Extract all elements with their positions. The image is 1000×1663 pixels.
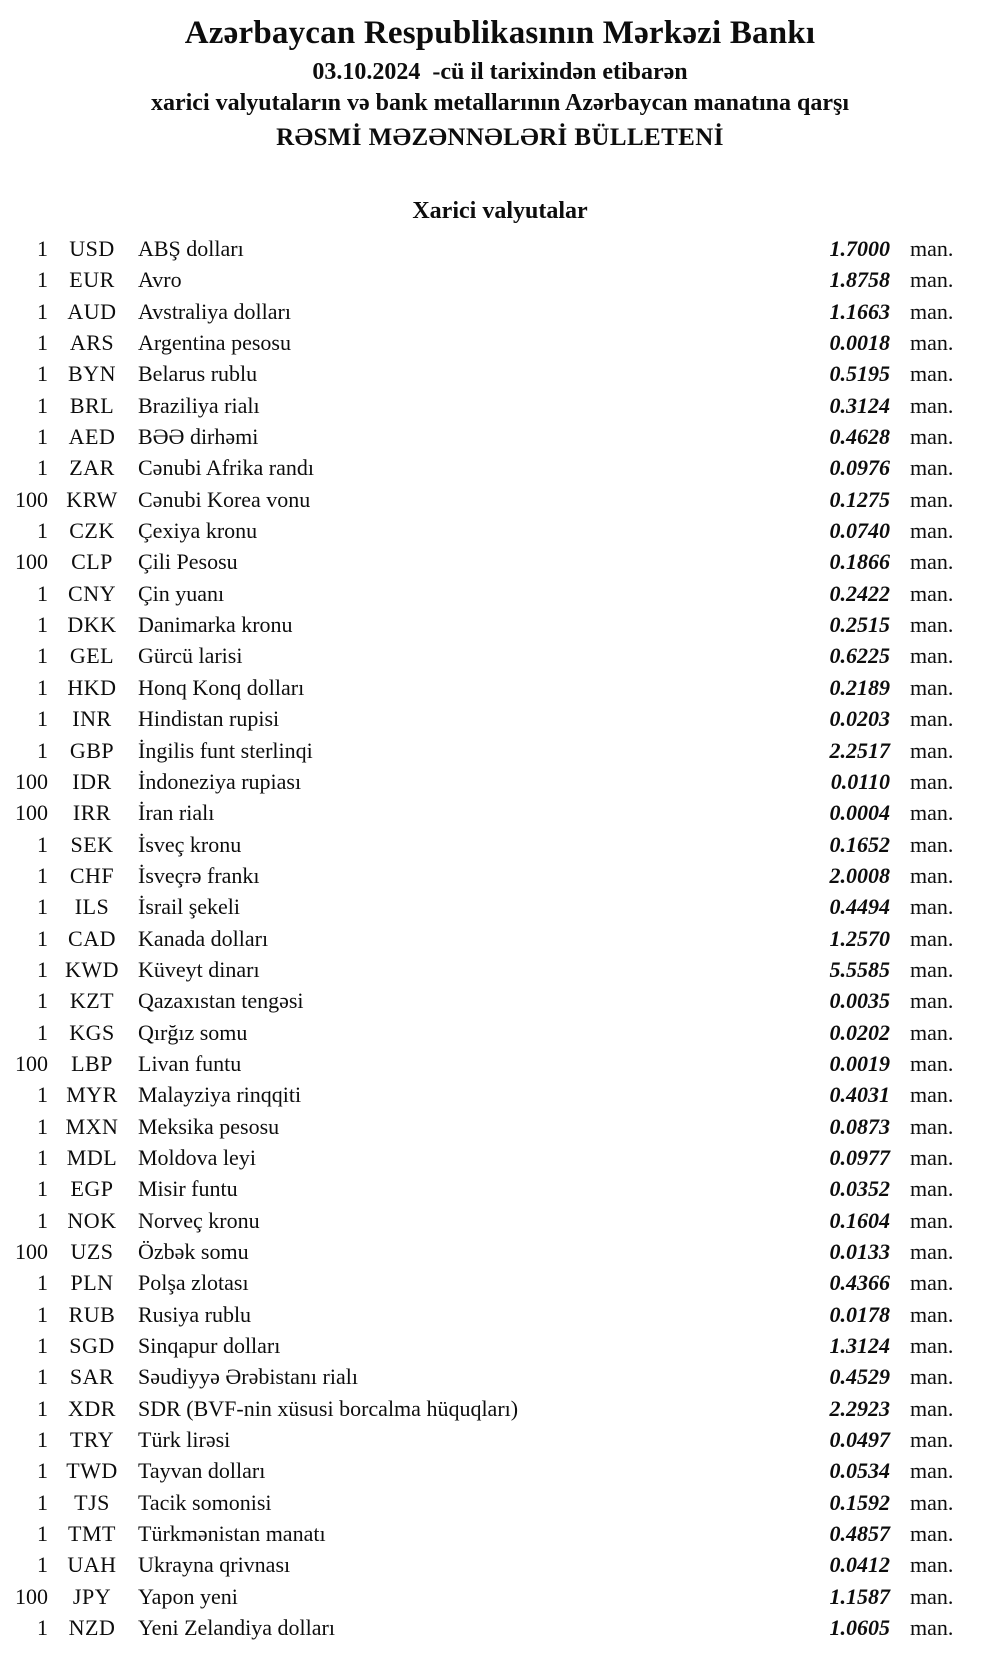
currency-name: Norveç kronu <box>138 1207 260 1233</box>
currency-unit: man. <box>910 1176 954 1202</box>
currency-code: CHF <box>69 862 115 888</box>
currency-quantity: 1 <box>37 706 48 732</box>
currency-quantity: 100 <box>15 486 48 512</box>
currency-name: Özbək somu <box>138 1239 249 1264</box>
currency-name: Livan funtu <box>138 1050 242 1076</box>
currency-name: SDR (BVF-nin xüsusi borcalma hüquqları) <box>138 1395 519 1421</box>
table-row <box>0 1549 1000 1580</box>
currency-name: Qırğız somu <box>138 1019 248 1045</box>
currency-rate: 0.0873 <box>829 1113 890 1139</box>
currency-quantity: 1 <box>37 894 48 920</box>
currency-unit: man. <box>910 424 954 450</box>
currency-unit: man. <box>910 236 954 261</box>
currency-quantity: 1 <box>37 1144 48 1170</box>
currency-quantity: 1 <box>37 612 48 638</box>
currency-rate: 0.1275 <box>829 486 890 512</box>
currency-name: Çexiya kronu <box>138 518 258 544</box>
currency-unit: man. <box>910 643 954 669</box>
table-row <box>0 1017 1000 1048</box>
currency-name: BƏƏ dirhəmi <box>138 424 259 450</box>
currency-code: BRL <box>69 392 115 418</box>
currency-name: Səudiyyə Ərəbistanı rialı <box>138 1364 358 1390</box>
currency-rate: 0.0534 <box>829 1458 890 1484</box>
currency-unit: man. <box>910 1427 954 1453</box>
currency-quantity: 1 <box>37 1552 48 1578</box>
table-row <box>0 766 1000 797</box>
currency-rate: 0.4628 <box>829 424 890 450</box>
currency-rate: 5.5585 <box>829 956 890 982</box>
currency-unit: man. <box>910 925 954 951</box>
currency-rate: 1.1587 <box>829 1583 890 1609</box>
currency-quantity: 1 <box>37 1521 48 1547</box>
currency-quantity: 1 <box>37 988 48 1014</box>
currency-code: TWD <box>66 1458 118 1484</box>
bulletin-subtitle-line2: RƏSMİ MƏZƏNNƏLƏRİ BÜLLETENİ <box>276 124 724 151</box>
currency-unit: man. <box>910 549 954 575</box>
currency-code: MXN <box>65 1113 119 1139</box>
bulletin-subtitle-line1: xarici valyutaların və bank metallarının Azərbaycan manatına qarşı <box>150 90 849 116</box>
currency-rate: 0.3124 <box>829 392 890 418</box>
currency-unit: man. <box>910 1207 954 1233</box>
currency-quantity: 100 <box>15 800 48 826</box>
currency-unit: man. <box>910 831 954 857</box>
currency-name: Qazaxıstan tengəsi <box>138 988 304 1014</box>
currency-rate: 2.0008 <box>829 862 890 888</box>
currency-quantity: 1 <box>37 1458 48 1484</box>
currency-unit: man. <box>910 988 954 1014</box>
currency-unit: man. <box>910 1552 954 1578</box>
table-row <box>0 1205 1000 1236</box>
table-row <box>0 640 1000 671</box>
currency-rate: 0.2189 <box>829 674 890 700</box>
currency-unit: man. <box>910 1395 954 1421</box>
currency-unit: man. <box>910 1521 954 1547</box>
currency-rate: 0.0004 <box>829 800 890 826</box>
currency-rate: 0.0018 <box>829 330 890 356</box>
currency-code: EUR <box>69 267 115 293</box>
currency-rate: 0.0019 <box>829 1050 890 1076</box>
table-row <box>0 860 1000 891</box>
currency-code: IDR <box>72 768 112 794</box>
currency-quantity: 1 <box>37 643 48 669</box>
currency-code: ILS <box>74 894 110 920</box>
currency-unit: man. <box>910 894 954 920</box>
bank-title: Azərbaycan Respublikasının Mərkəzi Bankı <box>184 15 816 51</box>
currency-rate: 0.0178 <box>829 1301 890 1327</box>
currency-name: ABŞ dolları <box>138 236 244 261</box>
currency-name: Türkmənistan manatı <box>138 1521 326 1547</box>
currency-rate: 0.1866 <box>829 549 890 575</box>
currency-quantity: 1 <box>37 1489 48 1515</box>
currency-code: CZK <box>69 518 115 544</box>
currency-quantity: 1 <box>37 1301 48 1327</box>
currency-name: Misir funtu <box>138 1176 238 1202</box>
table-row <box>0 609 1000 640</box>
currency-unit: man. <box>910 361 954 387</box>
currency-unit: man. <box>910 1144 954 1170</box>
currency-unit: man. <box>910 1270 954 1296</box>
currency-code: KZT <box>69 988 115 1014</box>
currency-unit: man. <box>910 706 954 732</box>
currency-rate: 0.0202 <box>829 1019 890 1045</box>
currency-unit: man. <box>910 1615 954 1641</box>
table-row <box>0 1048 1000 1079</box>
currency-name: Braziliya rialı <box>138 392 260 418</box>
table-row <box>0 578 1000 609</box>
currency-quantity: 1 <box>37 1019 48 1045</box>
currency-name: Hindistan rupisi <box>138 706 280 732</box>
currency-name: Belarus rublu <box>138 361 258 387</box>
currency-name: Avstraliya dolları <box>138 298 291 324</box>
section-title-foreign-currencies: Xarici valyutalar <box>412 198 588 224</box>
currency-rate: 1.3124 <box>829 1333 890 1359</box>
currency-name: Küveyt dinarı <box>138 956 260 982</box>
currency-rate: 0.2422 <box>829 580 890 606</box>
currency-code: ARS <box>69 330 115 356</box>
currency-code: SAR <box>69 1364 115 1390</box>
currency-unit: man. <box>910 486 954 512</box>
currency-quantity: 1 <box>37 862 48 888</box>
currency-code: CLP <box>71 549 113 575</box>
currency-quantity: 100 <box>15 549 48 575</box>
currency-code: GEL <box>69 643 115 669</box>
currency-code: MDL <box>66 1144 118 1170</box>
currency-name: İsveç kronu <box>138 831 242 857</box>
currency-unit: man. <box>910 330 954 356</box>
currency-unit: man. <box>910 1333 954 1359</box>
table-row <box>0 829 1000 860</box>
currency-unit: man. <box>910 1301 954 1327</box>
currency-code: INR <box>72 706 112 732</box>
currency-code: AUD <box>67 298 117 324</box>
currency-code: TRY <box>69 1427 115 1453</box>
currency-name: Sinqapur dolları <box>138 1333 281 1359</box>
table-row <box>0 923 1000 954</box>
currency-rate: 0.4529 <box>829 1364 890 1390</box>
table-row <box>0 1424 1000 1455</box>
table-row <box>0 1581 1000 1612</box>
currency-unit: man. <box>910 1364 954 1390</box>
table-row <box>0 1487 1000 1518</box>
table-row <box>0 327 1000 358</box>
currency-code: TMT <box>68 1521 116 1547</box>
currency-name: Meksika pesosu <box>138 1113 280 1139</box>
currency-name: Polşa zlotası <box>138 1270 249 1296</box>
table-row <box>0 296 1000 327</box>
currency-unit: man. <box>910 298 954 324</box>
currency-code: SEK <box>70 831 114 857</box>
currency-rate: 0.4031 <box>829 1082 890 1108</box>
table-row <box>0 421 1000 452</box>
currency-quantity: 1 <box>37 1395 48 1421</box>
currency-quantity: 1 <box>37 1333 48 1359</box>
currency-code: UAH <box>67 1552 117 1578</box>
currency-name: Malayziya rinqqiti <box>138 1082 302 1108</box>
currency-unit: man. <box>910 956 954 982</box>
currency-rate: 1.7000 <box>829 236 890 261</box>
currency-quantity: 1 <box>37 674 48 700</box>
currency-name: Çili Pesosu <box>138 549 238 575</box>
currency-name: Yapon yeni <box>138 1583 238 1609</box>
currency-quantity: 1 <box>37 831 48 857</box>
currency-code: NZD <box>68 1615 116 1641</box>
table-row <box>0 1111 1000 1142</box>
currency-unit: man. <box>910 1489 954 1515</box>
currency-rate: 0.1604 <box>829 1207 890 1233</box>
currency-code: NOK <box>67 1207 117 1233</box>
table-row <box>0 1236 1000 1267</box>
table-row <box>0 358 1000 389</box>
currency-name: Cənubi Afrika randı <box>138 455 314 481</box>
currency-quantity: 1 <box>37 1113 48 1139</box>
currency-name: Ukrayna qrivnası <box>138 1552 291 1578</box>
currency-name: İran rialı <box>138 800 215 826</box>
currency-unit: man. <box>910 674 954 700</box>
table-row <box>0 1267 1000 1298</box>
table-row <box>0 233 1000 264</box>
table-row <box>0 1518 1000 1549</box>
currency-name: İsrail şekeli <box>138 894 241 920</box>
currency-name: Tacik somonisi <box>138 1489 272 1515</box>
currency-quantity: 1 <box>37 1270 48 1296</box>
table-row <box>0 1455 1000 1486</box>
currency-unit: man. <box>910 518 954 544</box>
table-row <box>0 264 1000 295</box>
table-row <box>0 515 1000 546</box>
currency-rate: 0.2515 <box>829 612 890 638</box>
table-row <box>0 1142 1000 1173</box>
currency-rate: 0.0740 <box>829 518 890 544</box>
currency-quantity: 1 <box>37 424 48 450</box>
table-row <box>0 1393 1000 1424</box>
currency-code: CNY <box>68 580 116 606</box>
currency-code: HKD <box>67 674 117 700</box>
currency-code: CAD <box>68 925 116 951</box>
currency-quantity: 1 <box>37 1082 48 1108</box>
currency-code: KGS <box>69 1019 115 1045</box>
bulletin-header <box>0 0 1000 155</box>
currency-code: EGP <box>70 1176 114 1202</box>
currency-code: AED <box>68 424 116 450</box>
currency-code: KRW <box>66 486 118 512</box>
currency-quantity: 1 <box>37 1615 48 1641</box>
table-row <box>0 1299 1000 1330</box>
currency-quantity: 1 <box>37 298 48 324</box>
currency-name: Türk lirəsi <box>138 1427 231 1453</box>
table-row <box>0 546 1000 577</box>
currency-rate: 0.0976 <box>829 455 890 481</box>
currency-unit: man. <box>910 1113 954 1139</box>
currency-rate: 0.0352 <box>829 1176 890 1202</box>
currency-rate: 0.1652 <box>829 831 890 857</box>
table-row <box>0 735 1000 766</box>
currency-code: LBP <box>71 1050 113 1076</box>
currency-quantity: 100 <box>15 1239 48 1264</box>
table-row <box>0 484 1000 515</box>
table-row <box>0 703 1000 734</box>
currency-unit: man. <box>910 737 954 763</box>
table-row <box>0 1330 1000 1361</box>
currency-rate: 0.0110 <box>830 768 890 794</box>
currency-rate: 0.0035 <box>829 988 890 1014</box>
currency-unit: man. <box>910 1239 954 1264</box>
currency-code: PLN <box>70 1270 114 1296</box>
currency-unit: man. <box>910 800 954 826</box>
table-row <box>0 1173 1000 1204</box>
currency-name: Rusiya rublu <box>138 1301 252 1327</box>
currency-rate: 0.4494 <box>829 894 890 920</box>
currency-unit: man. <box>910 1050 954 1076</box>
currency-name: İngilis funt sterlinqi <box>138 737 313 763</box>
currency-name: Avro <box>138 267 182 293</box>
currency-name: İndoneziya rupiası <box>138 768 302 794</box>
currency-quantity: 1 <box>37 518 48 544</box>
currency-code: ZAR <box>69 455 115 481</box>
currency-name: Argentina pesosu <box>138 330 291 356</box>
currency-name: Gürcü larisi <box>138 643 243 669</box>
currency-quantity: 1 <box>37 236 48 261</box>
currency-rate: 1.1663 <box>829 298 890 324</box>
currency-unit: man. <box>910 1583 954 1609</box>
table-row <box>0 1612 1000 1643</box>
table-row <box>0 797 1000 828</box>
currency-rate: 1.0605 <box>829 1615 890 1641</box>
currency-quantity: 1 <box>37 1207 48 1233</box>
currency-unit: man. <box>910 612 954 638</box>
currency-name: Honq Konq dolları <box>138 674 305 700</box>
table-row <box>0 1079 1000 1110</box>
table-row <box>0 985 1000 1016</box>
currency-quantity: 1 <box>37 925 48 951</box>
currency-name: Moldova leyi <box>138 1144 256 1170</box>
currency-unit: man. <box>910 768 954 794</box>
currency-quantity: 1 <box>37 392 48 418</box>
currency-code: TJS <box>74 1489 110 1515</box>
currency-code: SGD <box>69 1333 115 1359</box>
currency-unit: man. <box>910 392 954 418</box>
table-row <box>0 891 1000 922</box>
currency-code: USD <box>69 236 115 261</box>
currency-quantity: 1 <box>37 1427 48 1453</box>
currency-rate: 0.5195 <box>829 361 890 387</box>
currency-quantity: 100 <box>15 1583 48 1609</box>
currency-rate: 2.2923 <box>829 1395 890 1421</box>
table-row <box>0 672 1000 703</box>
currency-rate: 0.0203 <box>829 706 890 732</box>
currency-rate: 0.6225 <box>829 643 890 669</box>
currency-unit: man. <box>910 580 954 606</box>
currency-name: Tayvan dolları <box>138 1458 266 1484</box>
currency-rate: 0.0497 <box>829 1427 890 1453</box>
currency-rate: 0.0977 <box>829 1144 890 1170</box>
exchange-rates-table <box>0 233 1000 1643</box>
currency-code: GBP <box>69 737 115 763</box>
currency-unit: man. <box>910 1458 954 1484</box>
currency-rate: 0.0412 <box>829 1552 890 1578</box>
currency-rate: 2.2517 <box>829 737 890 763</box>
currency-unit: man. <box>910 1082 954 1108</box>
currency-unit: man. <box>910 455 954 481</box>
currency-quantity: 1 <box>37 1364 48 1390</box>
currency-code: DKK <box>67 612 117 638</box>
currency-code: KWD <box>64 956 120 982</box>
currency-quantity: 1 <box>37 330 48 356</box>
currency-rate: 0.1592 <box>829 1489 890 1515</box>
currency-name: Yeni Zelandiya dolları <box>138 1615 335 1641</box>
currency-code: BYN <box>68 361 116 387</box>
currency-quantity: 1 <box>37 455 48 481</box>
currency-unit: man. <box>910 267 954 293</box>
currency-name: Çin yuanı <box>138 580 225 606</box>
currency-quantity: 1 <box>37 956 48 982</box>
currency-quantity: 1 <box>37 580 48 606</box>
currency-quantity: 1 <box>37 737 48 763</box>
currency-quantity: 1 <box>37 267 48 293</box>
currency-code: UZS <box>70 1239 114 1264</box>
currency-quantity: 100 <box>15 768 48 794</box>
currency-unit: man. <box>910 1019 954 1045</box>
currency-name: Danimarka kronu <box>138 612 293 638</box>
currency-code: JPY <box>72 1583 112 1609</box>
currency-rate: 0.4366 <box>829 1270 890 1296</box>
table-row <box>0 954 1000 985</box>
currency-rate: 1.2570 <box>829 925 890 951</box>
currency-name: Kanada dolları <box>138 925 269 951</box>
currency-quantity: 1 <box>37 1176 48 1202</box>
table-row <box>0 452 1000 483</box>
currency-code: XDR <box>68 1395 116 1421</box>
currency-name: İsveçrə frankı <box>138 862 260 888</box>
table-row <box>0 1361 1000 1392</box>
currency-quantity: 100 <box>15 1050 48 1076</box>
currency-rate: 0.0133 <box>829 1239 890 1264</box>
currency-code: RUB <box>68 1301 116 1327</box>
currency-code: IRR <box>72 800 112 826</box>
currency-rate: 0.4857 <box>829 1521 890 1547</box>
effective-date-line: 03.10.2024 -cü il tarixindən etibarən <box>312 59 688 85</box>
currency-unit: man. <box>910 862 954 888</box>
currency-name: Cənubi Korea vonu <box>138 486 311 512</box>
currency-code: MYR <box>66 1082 118 1108</box>
currency-rate: 1.8758 <box>829 267 890 293</box>
currency-quantity: 1 <box>37 361 48 387</box>
table-row <box>0 390 1000 421</box>
